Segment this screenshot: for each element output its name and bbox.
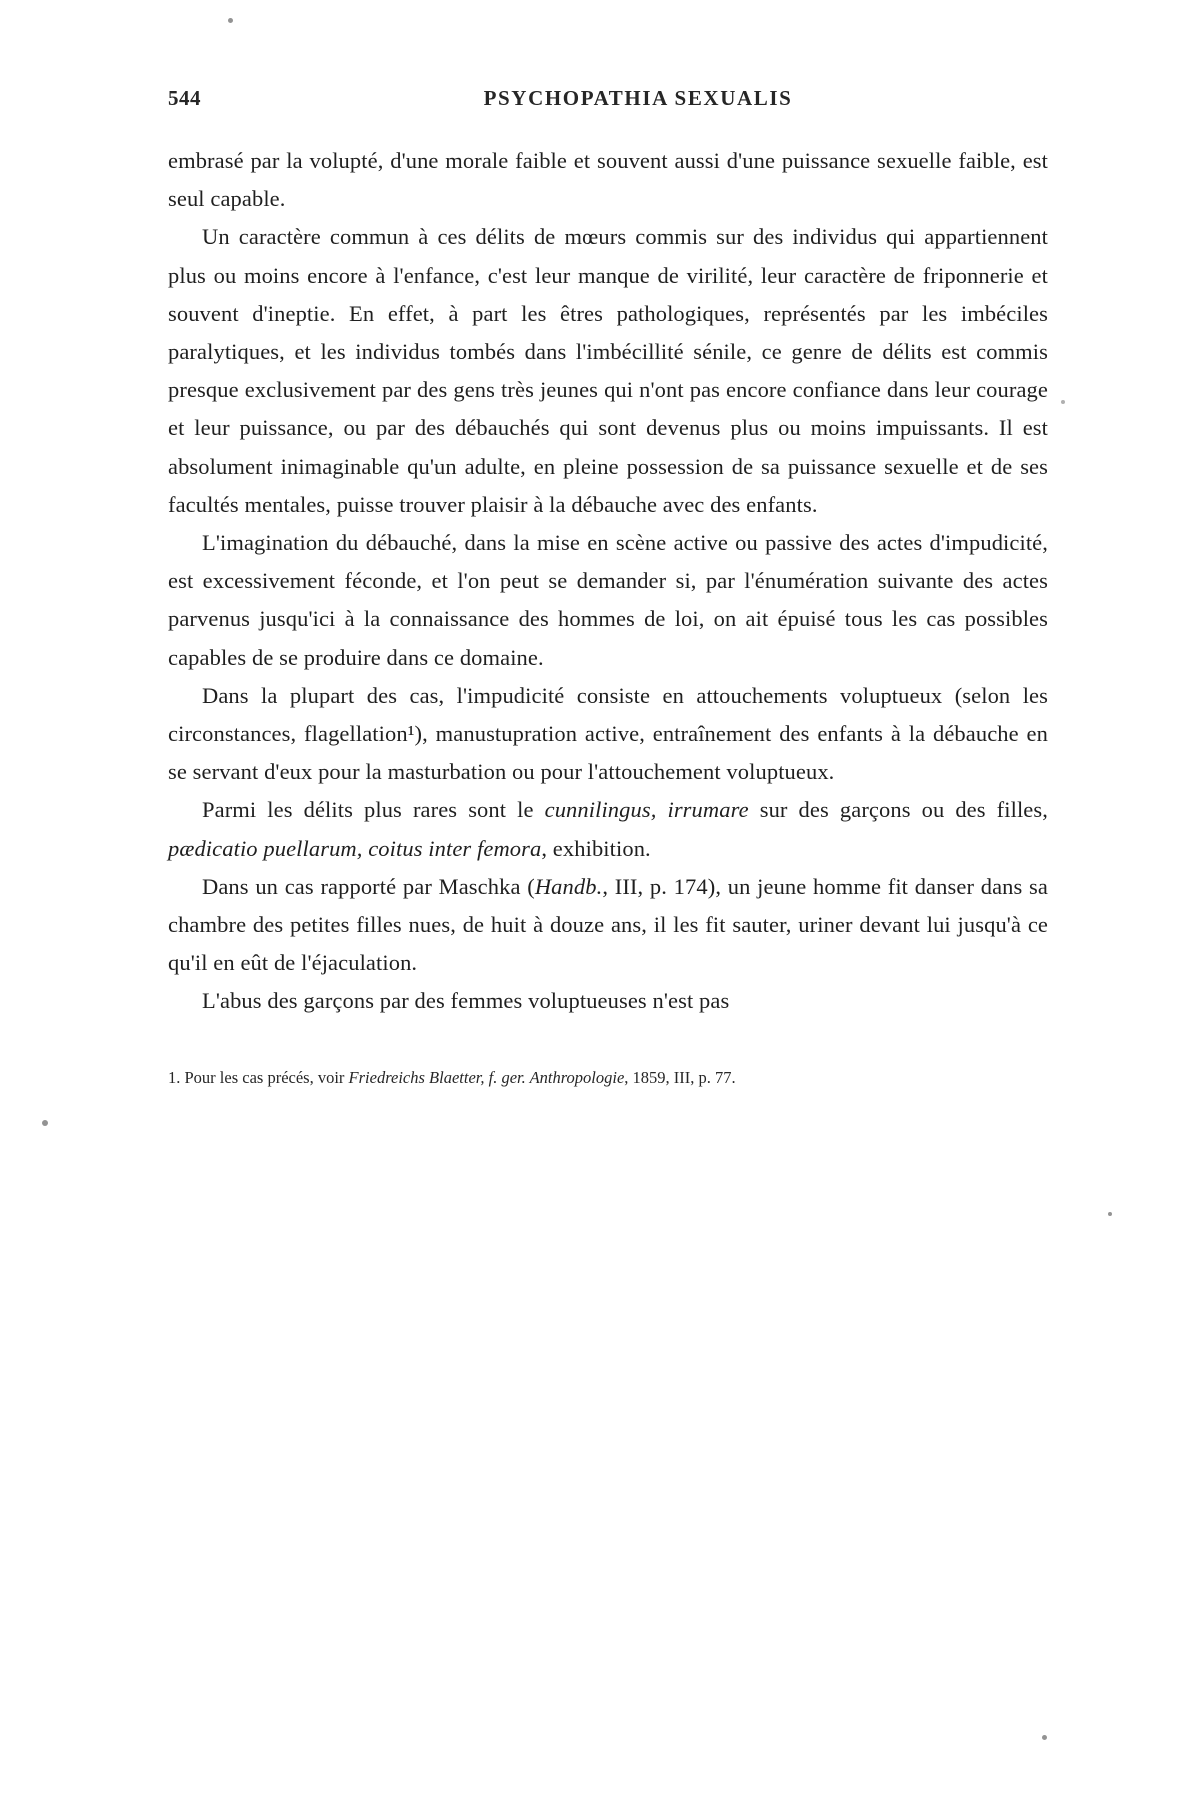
page-number: 544 <box>168 86 201 110</box>
paragraph-final: L'abus des garçons par des femmes voluptueuses n'est pas <box>202 988 730 1014</box>
footnote-text: , 1859, III, p. 77. <box>624 1067 736 1087</box>
page-header <box>168 86 1048 112</box>
text-run: , exhibition. <box>541 835 651 861</box>
scan-speck <box>42 1120 48 1126</box>
paragraph-maschka-case <box>168 868 1048 983</box>
footnote <box>168 1065 1048 1091</box>
scan-speck <box>228 18 233 23</box>
footnote-text: Pour les cas précés, voir <box>184 1067 349 1087</box>
scan-speck <box>1042 1735 1047 1740</box>
citation-title: Handb. <box>534 873 603 899</box>
body-text <box>168 142 1048 1021</box>
text-run: Dans un cas rapporté par Maschka ( <box>202 873 535 899</box>
footnote-citation-title: Friedreichs Blaetter, f. ger. Anthropologie <box>348 1067 625 1087</box>
paragraph: Dans la plupart des cas, l'impudicité consiste en attouchements voluptueux (selon les circonstances, flagellation¹), manustupration active, entraînement des enfants à la débauche en se servant d'eux pour la masturbation ou pour l'attouchement voluptueux. <box>168 682 1048 785</box>
paragraph: embrasé par la volupté, d'une morale faible et souvent aussi d'une puissance sexuelle faible, est seul capable. <box>168 148 1048 212</box>
running-head: PSYCHOPATHIA SEXUALIS <box>483 86 793 110</box>
scan-speck <box>1061 400 1065 404</box>
text-run: , III, p. 174), un jeune homme fit danser dans sa chambre des petites filles nues, de huit à douze ans, il les fit sauter, uriner devant lui jusqu'à ce qu'il en eût de l'éjaculation. <box>168 873 1048 976</box>
text-run: Parmi les délits plus rares sont le <box>202 797 545 823</box>
scan-speck <box>1108 1212 1112 1216</box>
paragraph-rare-offenses <box>168 791 1048 867</box>
latin-term: cunnilingus, irrumare <box>544 797 749 823</box>
footnote-marker: 1. <box>168 1067 185 1087</box>
latin-term: pædicatio puellarum, coitus inter femora <box>168 835 542 861</box>
text-run: sur des garçons ou des filles, <box>748 797 1048 823</box>
page-content <box>168 86 1048 1091</box>
paragraph: Un caractère commun à ces délits de mœurs commis sur des individus qui appartiennent plus ou moins encore à l'enfance, c'est leur manque de virilité, leur caractère de friponnerie et souvent d'ineptie. En effet, à part les êtres pathologiques, représentés par les imbéciles paralytiques, et les individus tombés dans l'imbécillité sénile, ce genre de délits est commis presque exclusivement par des gens très jeunes qui n'ont pas encore confiance dans leur courage et leur puissance, ou par des débauchés qui sont devenus plus ou moins impuissants. Il est absolument inimaginable qu'un adulte, en pleine possession de sa puissance sexuelle et de ses facultés mentales, puisse trouver plaisir à la débauche avec des enfants. <box>168 224 1048 517</box>
paragraph: L'imagination du débauché, dans la mise en scène active ou passive des actes d'impudicité, est excessivement féconde, et l'on peut se demander si, par l'énumération suivante des actes parvenus jusqu'ici à la connaissance des hommes de loi, on ait épuisé tous les cas possibles capables de se produire dans ce domaine. <box>168 530 1048 670</box>
